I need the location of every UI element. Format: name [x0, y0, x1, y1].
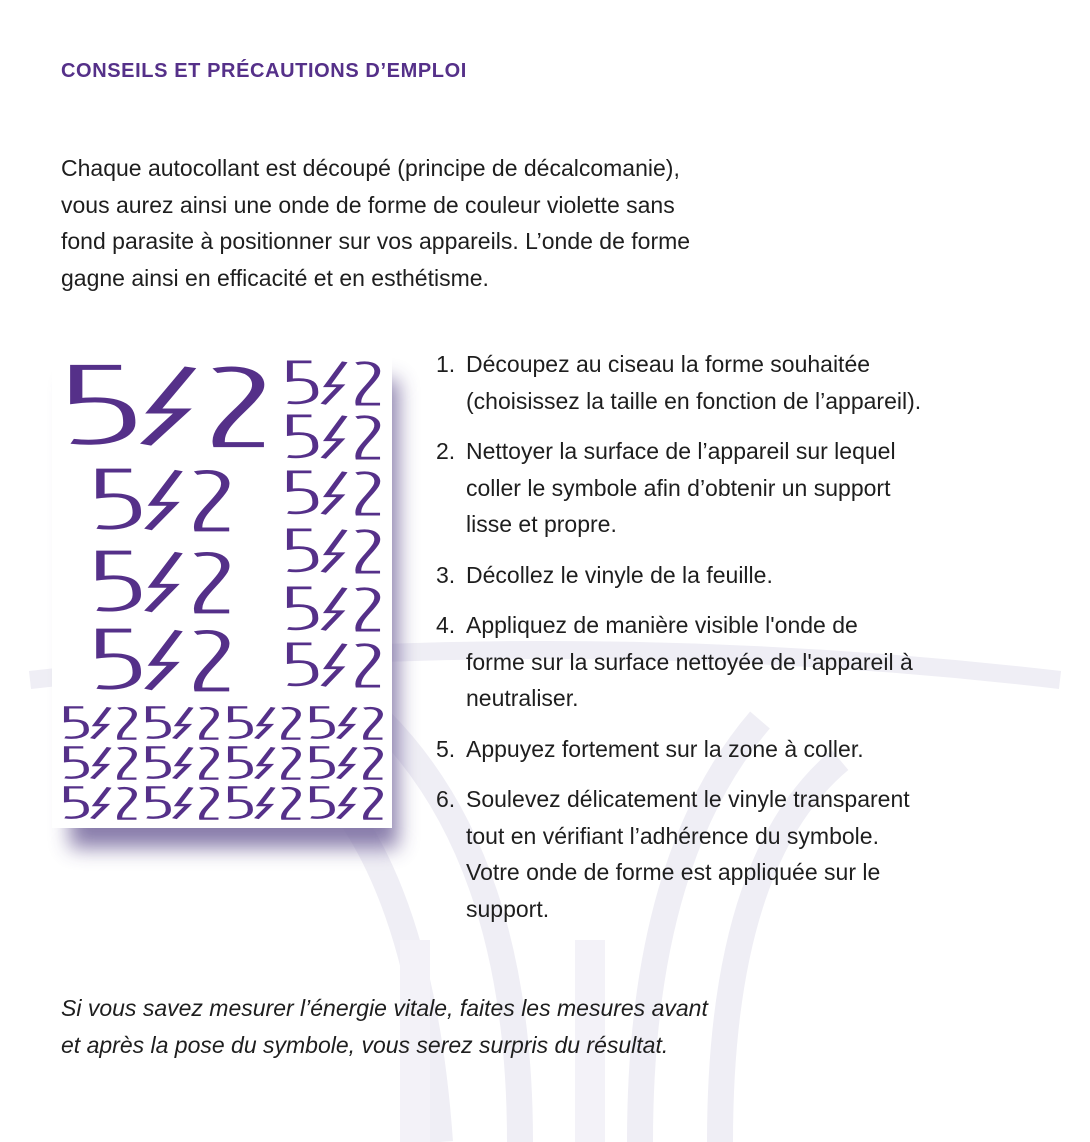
step-item [436, 557, 996, 594]
wave-symbol [229, 747, 300, 778]
wave-symbol [147, 747, 218, 778]
step-number: 3. [436, 561, 456, 588]
sticker-sheet-symbols [52, 352, 392, 828]
step-item [436, 433, 996, 543]
step-text-line: Appliquez de manière visible l'onde de [466, 612, 858, 638]
wave-symbol [98, 471, 230, 530]
step-text-line: Votre onde de forme est appliquée sur le [466, 859, 881, 885]
intro-paragraph [61, 150, 821, 296]
wave-symbol [72, 367, 264, 444]
wave-symbol [288, 644, 380, 686]
step-number: 4. [436, 612, 456, 638]
step-item [436, 346, 996, 419]
wave-symbol [65, 787, 136, 818]
intro-line: fond parasite à positionner sur vos appareils. L’onde de forme [61, 228, 691, 254]
step-number: 2. [436, 438, 456, 464]
step-text-line: (choisissez la taille en fonction de l’appareil). [466, 387, 922, 414]
intro-line: Chaque autocollant est découpé (principe de décalcomanie), [61, 155, 680, 181]
step-text-line: support. [466, 895, 550, 922]
step-number: 1. [436, 351, 456, 377]
wave-symbol [98, 631, 230, 690]
step-text-line: Décollez le vinyle de la feuille. [466, 561, 773, 588]
step-item [436, 731, 996, 768]
footer-note [61, 990, 821, 1063]
sticker-sheet [52, 352, 392, 828]
wave-symbol [147, 707, 218, 738]
step-number: 6. [436, 786, 456, 812]
wave-symbol [229, 707, 300, 738]
step-item [436, 781, 996, 927]
instruction-steps [436, 346, 996, 941]
step-text-line: Appuyez fortement sur la zone à coller. [466, 735, 864, 762]
page-heading: CONSEILS ET PRÉCAUTIONS D’EMPLOI [61, 60, 467, 82]
wave-symbol [288, 362, 380, 404]
wave-symbol [288, 588, 380, 630]
wave-symbol [288, 530, 380, 572]
wave-symbol [311, 707, 382, 738]
wave-symbol [65, 747, 136, 778]
wave-symbol [311, 747, 382, 778]
intro-line: gagne ainsi en efficacité et en esthétisme. [61, 264, 489, 291]
step-text-line: Découpez au ciseau la forme souhaitée [466, 351, 871, 377]
wave-symbol [229, 787, 300, 818]
wave-symbol [288, 416, 380, 458]
step-text-line: coller le symbole afin d’obtenir un support [466, 474, 891, 501]
step-text-line: Nettoyer la surface de l’appareil sur lequel [466, 438, 896, 464]
step-text-line: tout en vérifiant l’adhérence du symbole. [466, 822, 879, 849]
wave-symbol [311, 787, 382, 818]
wave-symbol [288, 472, 380, 514]
wave-symbol [147, 787, 218, 818]
step-number: 5. [436, 735, 456, 762]
step-text-line: lisse et propre. [466, 511, 617, 537]
step-text-line: Soulevez délicatement le vinyle transparent [466, 786, 910, 812]
wave-symbol [98, 553, 230, 612]
step-item [436, 607, 996, 717]
footer-note-line: Si vous savez mesurer l’énergie vitale, faites les mesures avant [61, 995, 708, 1021]
step-text-line: forme sur la surface nettoyée de l'appareil à [466, 648, 913, 675]
step-text-line: neutraliser. [466, 685, 579, 711]
wave-symbol [65, 707, 136, 738]
intro-line: vous aurez ainsi une onde de forme de couleur violette sans [61, 191, 675, 218]
footer-note-line: et après la pose du symbole, vous serez surpris du résultat. [61, 1031, 669, 1058]
